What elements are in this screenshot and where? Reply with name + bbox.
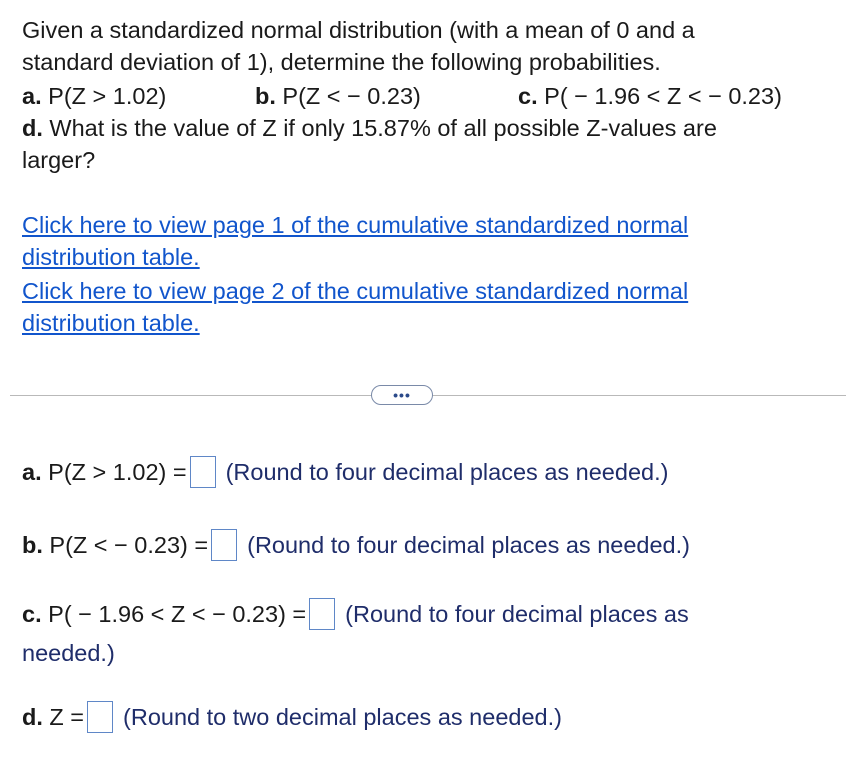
question-part-a <box>22 80 255 112</box>
answer-a-label: a. <box>22 459 42 485</box>
question-intro-line-2: standard deviation of 1), determine the following probabilities. <box>22 49 661 75</box>
answer-c-expression: P( − 1.96 < Z < − 0.23) = <box>41 601 307 627</box>
part-c-text: P( − 1.96 < Z < − 0.23) <box>537 83 782 109</box>
answer-b-hint: (Round to four decimal places as needed.) <box>247 532 690 558</box>
question-intro-line-1: Given a standardized normal distribution (with a mean of 0 and a <box>22 17 695 43</box>
answer-d-expression: Z = <box>42 704 85 730</box>
answer-a-hint: (Round to four decimal places as needed.) <box>225 459 669 485</box>
answer-d-label: d. <box>22 704 43 730</box>
answer-d-input[interactable] <box>87 701 113 733</box>
part-a-label: a. <box>22 83 42 109</box>
answer-d-row <box>22 701 562 735</box>
answer-a-input[interactable] <box>190 456 216 488</box>
question-part-c <box>518 80 782 112</box>
part-d-text: What is the value of Z if only 15.87% of all possible Z-values are <box>42 115 717 141</box>
answer-c-row <box>22 598 689 632</box>
table-links <box>22 209 802 339</box>
answer-b-label: b. <box>22 532 43 558</box>
answer-c-hint-line-1: (Round to four decimal places as <box>345 601 689 627</box>
answer-c-hint-continuation <box>22 637 115 669</box>
answer-b-row <box>22 529 690 563</box>
question-part-d-line-2: larger? <box>22 147 96 173</box>
answer-a-row <box>22 456 668 490</box>
more-options-button[interactable]: ••• <box>371 385 433 405</box>
table-page-1-link[interactable]: Click here to view page 1 of the cumulative standardized normal distribution table. <box>22 212 689 270</box>
answer-b-expression: P(Z < − 0.23) = <box>42 532 209 558</box>
question-part-b <box>255 80 518 112</box>
question-parts-row <box>22 80 822 112</box>
answer-c-label: c. <box>22 601 42 627</box>
question-text <box>22 14 822 176</box>
table-page-2-link[interactable]: Click here to view page 2 of the cumulative standardized normal distribution table. <box>22 278 689 336</box>
answer-c-hint-line-2: needed.) <box>22 640 115 666</box>
answer-d-hint: (Round to two decimal places as needed.) <box>123 704 562 730</box>
answer-c-input[interactable] <box>309 598 335 630</box>
question-part-d-line-1 <box>22 112 822 144</box>
answer-b-input[interactable] <box>211 529 237 561</box>
part-a-text: P(Z > 1.02) <box>41 83 167 109</box>
answer-a-expression: P(Z > 1.02) = <box>41 459 187 485</box>
part-c-label: c. <box>518 83 538 109</box>
part-b-text: P(Z < − 0.23) <box>275 83 421 109</box>
part-b-label: b. <box>255 83 276 109</box>
part-d-label: d. <box>22 115 43 141</box>
